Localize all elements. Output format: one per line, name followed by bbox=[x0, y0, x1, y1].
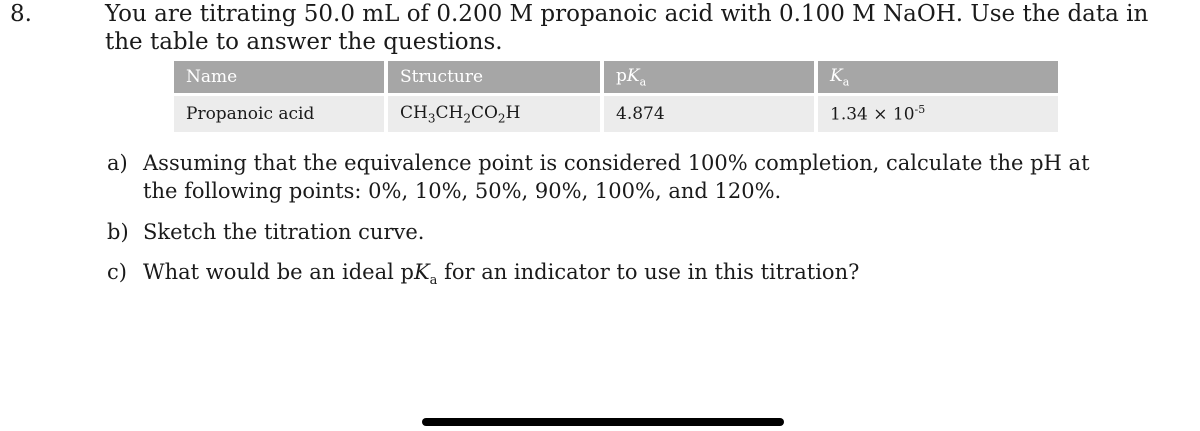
structure-subscript: 2 bbox=[497, 111, 506, 126]
ka-base: 1.34 × 10 bbox=[830, 104, 915, 125]
part-b bbox=[107, 218, 425, 246]
part-a-label: a) bbox=[107, 151, 128, 175]
part-c-text-after: for an indicator to use in this titration? bbox=[437, 260, 860, 284]
table-header-row bbox=[174, 61, 1058, 95]
cell-name: Propanoic acid bbox=[174, 95, 386, 133]
structure-part: CO bbox=[470, 102, 498, 123]
structure-part: H bbox=[505, 102, 521, 123]
structure-subscript: 2 bbox=[463, 111, 471, 126]
part-c-label: c) bbox=[107, 260, 127, 284]
part-b-text: Sketch the titration curve. bbox=[143, 220, 425, 244]
header-name: Name bbox=[174, 61, 386, 95]
question-text: You are titrating 50.0 mL of 0.200 M propanoic acid with 0.100 M NaOH. Use the data in the table to answer the questions. bbox=[105, 1, 1149, 55]
part-c bbox=[107, 258, 860, 289]
cell-ka bbox=[816, 95, 1058, 133]
part-b-label: b) bbox=[107, 220, 129, 244]
header-pka bbox=[602, 61, 816, 95]
home-indicator-bar[interactable] bbox=[422, 418, 784, 426]
cell-structure bbox=[386, 95, 602, 133]
structure-part: CH bbox=[435, 102, 464, 123]
part-c-text-before: What would be an ideal p bbox=[143, 260, 414, 284]
header-ka-k: K bbox=[830, 65, 843, 86]
part-c-k: K bbox=[413, 260, 430, 284]
header-pka-k: K bbox=[626, 65, 640, 86]
header-pka-p: p bbox=[616, 65, 627, 86]
header-ka bbox=[816, 61, 1058, 95]
header-ka-sub: a bbox=[842, 75, 850, 89]
part-c-text bbox=[143, 258, 1103, 295]
structure-subscript: 3 bbox=[427, 111, 436, 126]
ka-exponent: -5 bbox=[914, 103, 926, 117]
part-a bbox=[107, 149, 1090, 203]
acid-data-table bbox=[174, 61, 1058, 132]
table-row bbox=[174, 95, 1058, 133]
cell-pka: 4.874 bbox=[602, 95, 816, 133]
part-a-text: Assuming that the equivalence point is considered 100% completion, calculate the pH at the following points: 0%, 10%, 50%, 90%, 100%, and 120%. bbox=[143, 151, 1090, 203]
header-pka-sub: a bbox=[639, 75, 647, 89]
header-structure: Structure bbox=[386, 61, 602, 95]
structure-part: CH bbox=[400, 102, 428, 123]
part-c-sub: a bbox=[429, 273, 438, 289]
question-number: 8. bbox=[10, 1, 32, 27]
